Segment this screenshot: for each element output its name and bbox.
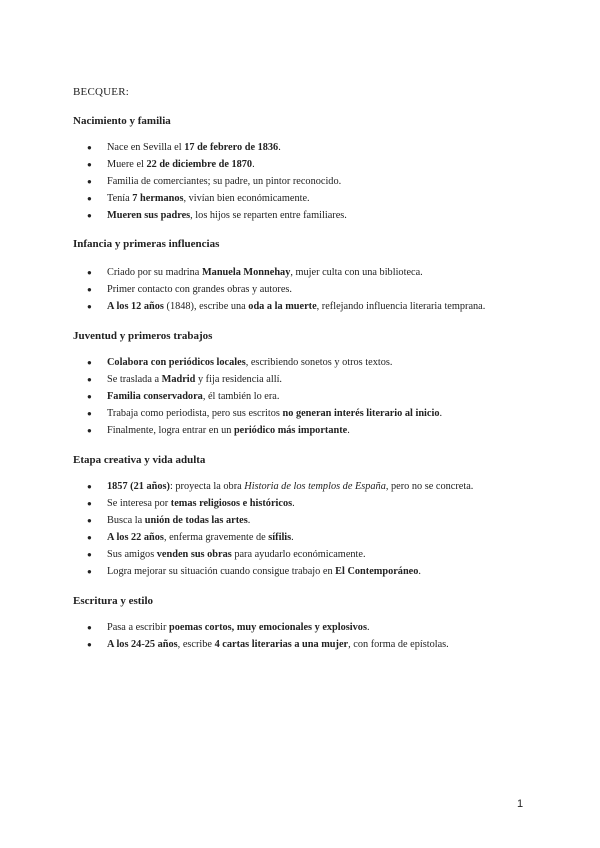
- text-run: .: [252, 159, 255, 170]
- list-item: [73, 478, 473, 495]
- bold-text: 1857 (21 años): [107, 481, 170, 492]
- bold-text: venden sus obras: [156, 549, 232, 560]
- text-run: , mujer culta con una biblioteca.: [290, 267, 423, 278]
- list-item: [73, 156, 347, 173]
- text-run: , reflejando influencia literaria temprana.: [316, 301, 486, 312]
- text-run: .: [247, 515, 251, 526]
- text-run: .: [291, 532, 294, 543]
- bold-text: sífilis: [268, 532, 292, 543]
- section-list-infancia: [73, 264, 485, 315]
- text-run: , con forma de epístolas.: [348, 639, 449, 650]
- bold-text: no generan interés literario al inicio: [282, 408, 440, 419]
- section-heading-infancia: Infancia y primeras influencias: [73, 238, 220, 250]
- bold-text: Manuela Monnehay: [201, 267, 291, 278]
- list-item: [73, 512, 473, 529]
- text-run: Se interesa por: [107, 498, 171, 509]
- list-item: [73, 173, 347, 190]
- text-run: Primer contacto con grandes obras y autores.: [107, 284, 292, 295]
- text-run: : proyecta la obra: [169, 481, 245, 492]
- bold-text: Mueren sus padres: [107, 210, 191, 221]
- bold-text: 22 de diciembre de 1870: [146, 159, 253, 170]
- text-run: (1848), escribe una: [163, 301, 249, 312]
- text-run: Muere el: [107, 159, 147, 170]
- bold-text: 7 hermanos: [132, 193, 184, 204]
- bold-text: A los 22 años: [107, 532, 164, 543]
- list-item: [73, 546, 473, 563]
- text-run: , los hijos se reparten entre familiares.: [190, 210, 347, 221]
- text-run: Se traslada a: [107, 374, 162, 385]
- document-title: BECQUER:: [73, 86, 129, 98]
- list-item: [73, 354, 442, 371]
- section-list-etapa-creativa: [73, 478, 473, 580]
- section-list-nacimiento: [73, 139, 347, 224]
- list-item: [73, 371, 442, 388]
- text-run: , escribiendo sonetos y otros textos.: [245, 357, 393, 368]
- text-run: Nace en Sevilla el: [107, 142, 185, 153]
- text-run: , vivían bien económicamente.: [183, 193, 310, 204]
- section-heading-escritura: Escritura y estilo: [73, 595, 154, 607]
- text-run: , escribe: [177, 639, 215, 650]
- list-item: [73, 563, 473, 580]
- list-item: [73, 190, 347, 207]
- section-heading-juventud: Juventud y primeros trabajos: [73, 330, 213, 342]
- bold-text: A los 24-25 años: [107, 639, 178, 650]
- list-item: [73, 281, 485, 298]
- bold-text: El Contemporáneo: [335, 566, 419, 577]
- list-item: [73, 388, 442, 405]
- text-run: para ayudarlo económicamente.: [231, 549, 366, 560]
- text-run: .: [439, 408, 443, 419]
- list-item: [73, 264, 485, 281]
- section-heading-etapa-creativa: Etapa creativa y vida adulta: [73, 454, 206, 466]
- bold-text: poemas cortos, muy emocionales y explosivos: [169, 622, 367, 633]
- bold-text: unión de todas las artes: [144, 515, 248, 526]
- text-run: y fija residencia allí.: [195, 374, 283, 385]
- bold-text: Colabora con periódicos locales: [107, 357, 246, 368]
- bold-text: temas religiosos e históricos: [170, 498, 293, 509]
- bold-text: periódico más importante: [233, 425, 348, 436]
- section-heading-nacimiento: Nacimiento y familia: [73, 115, 171, 127]
- page-number: 1: [517, 798, 524, 810]
- text-run: Tenía: [107, 193, 133, 204]
- text-run: Busca la: [107, 515, 145, 526]
- text-run: Trabaja como periodista, pero sus escritos: [107, 408, 283, 419]
- bold-text: 17 de febrero de 1836: [184, 142, 279, 153]
- text-run: Sus amigos: [107, 549, 157, 560]
- text-run: .: [278, 142, 281, 153]
- text-run: .: [366, 622, 370, 633]
- bold-text: Madrid: [161, 374, 196, 385]
- text-run: , pero no se concreta.: [385, 481, 474, 492]
- list-item: [73, 139, 347, 156]
- text-run: .: [347, 425, 350, 436]
- section-list-juventud: [73, 354, 442, 439]
- list-item: [73, 405, 442, 422]
- bold-text: 4 cartas literarias a una mujer: [214, 639, 349, 650]
- text-run: Criado por su madrina: [107, 267, 202, 278]
- bold-text: oda a la muerte: [248, 301, 317, 312]
- bold-text: A los 12 años: [107, 301, 164, 312]
- text-run: Logra mejorar su situación cuando consigue trabajo en: [107, 566, 336, 577]
- list-item: [73, 298, 485, 315]
- list-item: [73, 422, 442, 439]
- text-run: , él también lo era.: [202, 391, 280, 402]
- text-run: Pasa a escribir: [107, 622, 170, 633]
- list-item: [73, 636, 449, 653]
- text-run: .: [292, 498, 295, 509]
- list-item: [73, 207, 347, 224]
- bold-text: Familia conservadora: [107, 391, 203, 402]
- text-run: Familia de comerciantes; su padre, un pintor reconocido.: [107, 176, 342, 187]
- list-item: [73, 619, 449, 636]
- section-list-escritura: [73, 619, 449, 653]
- list-item: [73, 529, 473, 546]
- text-run: .: [418, 566, 421, 577]
- list-item: [73, 495, 473, 512]
- text-run: , enferma gravemente de: [163, 532, 269, 543]
- text-run: Finalmente, logra entrar en un: [107, 425, 234, 436]
- italic-text: Historia de los templos de España: [244, 481, 386, 492]
